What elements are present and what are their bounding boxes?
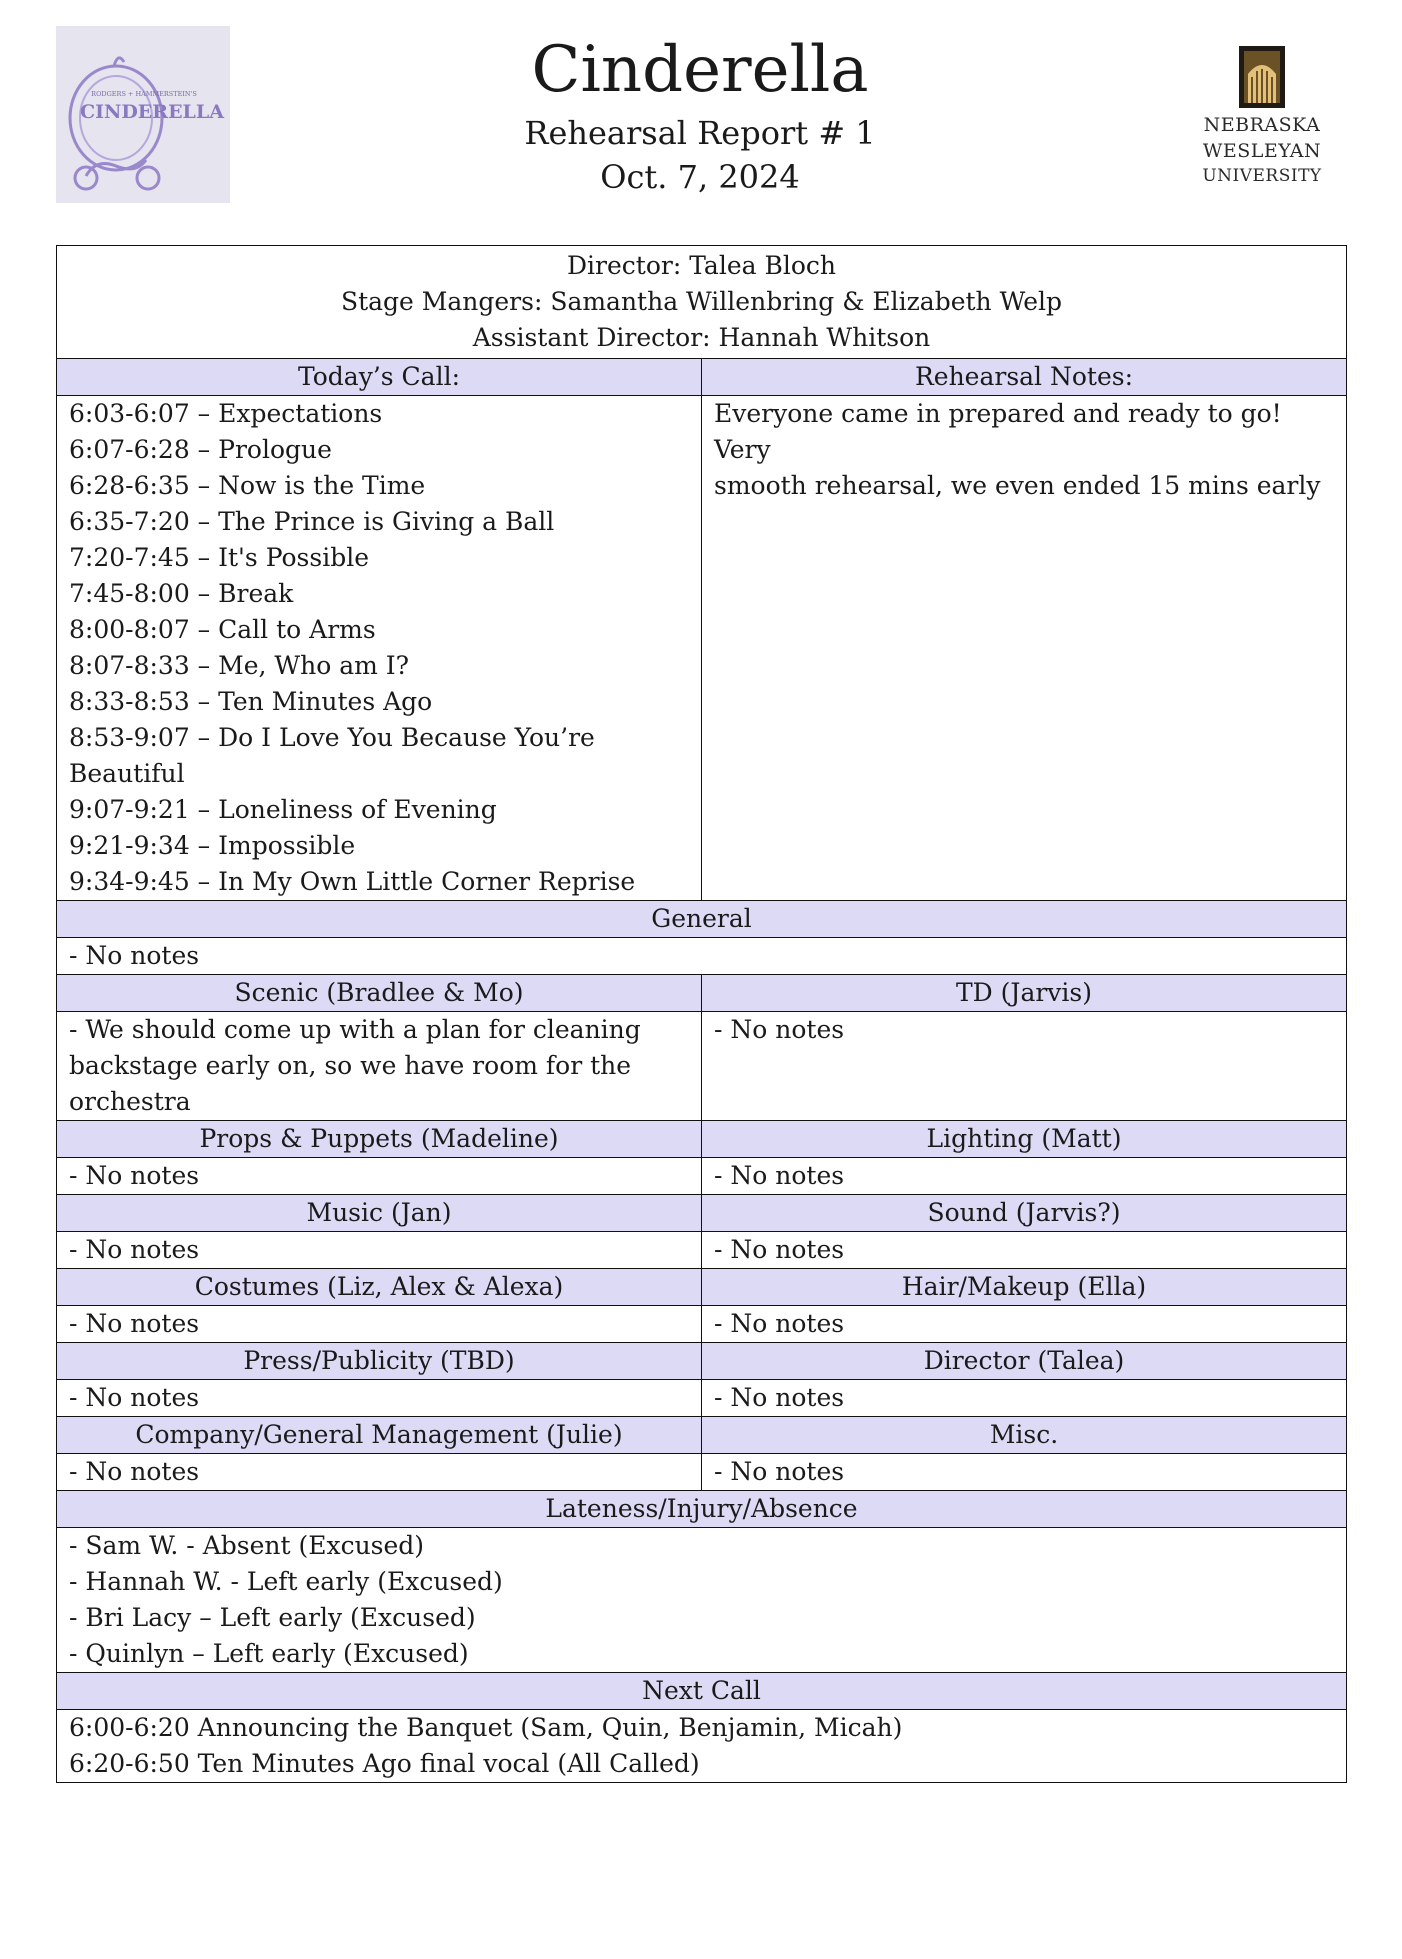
next-call-row bbox=[57, 1710, 1347, 1783]
lateness-list bbox=[57, 1528, 1347, 1673]
lateness-header: Lateness/Injury/Absence bbox=[57, 1491, 1347, 1528]
scenic-header: Scenic (Bradlee & Mo) bbox=[57, 975, 702, 1012]
td-note: - No notes bbox=[702, 1012, 1347, 1121]
dept-header-row bbox=[57, 975, 1347, 1012]
report-date: Oct. 7, 2024 bbox=[600, 158, 800, 196]
next-call-list bbox=[57, 1710, 1347, 1783]
call-item: 7:45-8:00 – Break bbox=[69, 579, 294, 608]
report-table bbox=[56, 245, 1347, 1783]
rehearsal-notes-header: Rehearsal Notes: bbox=[702, 359, 1347, 396]
nebraska-wesleyan-logo bbox=[1178, 22, 1346, 202]
next-call-item: 6:20-6:50 Ten Minutes Ago final vocal (All Called) bbox=[69, 1749, 700, 1778]
dept-row bbox=[57, 1158, 1347, 1195]
director-note: - No notes bbox=[702, 1380, 1347, 1417]
logo-text: CINDERELLA bbox=[79, 101, 225, 123]
dept-row bbox=[57, 1454, 1347, 1491]
td-header: TD (Jarvis) bbox=[702, 975, 1347, 1012]
scenic-note bbox=[57, 1012, 702, 1121]
dept-header-row bbox=[57, 1269, 1347, 1306]
scenic-note-line: orchestra bbox=[69, 1087, 191, 1116]
call-item: 7:20-7:45 – It's Possible bbox=[69, 543, 369, 572]
call-notes-row bbox=[57, 396, 1347, 901]
lateness-item: - Hannah W. - Left early (Excused) bbox=[69, 1567, 503, 1596]
call-item: 8:00-8:07 – Call to Arms bbox=[69, 615, 376, 644]
cinderella-logo bbox=[56, 26, 230, 203]
dept-header-row bbox=[57, 1121, 1347, 1158]
nwu-line2: WESLEYAN bbox=[1202, 140, 1322, 162]
call-item: 6:07-6:28 – Prologue bbox=[69, 435, 332, 464]
music-note: - No notes bbox=[57, 1232, 702, 1269]
general-row bbox=[57, 938, 1347, 975]
rehearsal-note-line: smooth rehearsal, we even ended 15 mins early bbox=[714, 471, 1321, 500]
press-note: - No notes bbox=[57, 1380, 702, 1417]
dept-header-row bbox=[57, 1195, 1347, 1232]
call-item: 6:35-7:20 – The Prince is Giving a Ball bbox=[69, 507, 555, 536]
report-number: Rehearsal Report # 1 bbox=[524, 114, 876, 152]
props-header: Props & Puppets (Madeline) bbox=[57, 1121, 702, 1158]
hair-makeup-note: - No notes bbox=[702, 1306, 1347, 1343]
assistant-director-line: Assistant Director: Hannah Whitson bbox=[472, 323, 931, 352]
dept-row bbox=[57, 1012, 1347, 1121]
company-note: - No notes bbox=[57, 1454, 702, 1491]
sound-header: Sound (Jarvis?) bbox=[702, 1195, 1347, 1232]
scenic-note-line: backstage early on, so we have room for the bbox=[69, 1051, 632, 1080]
press-header: Press/Publicity (TBD) bbox=[57, 1343, 702, 1380]
costumes-header: Costumes (Liz, Alex & Alexa) bbox=[57, 1269, 702, 1306]
director-line: Director: Talea Bloch bbox=[566, 251, 836, 280]
nebraska-wesleyan-tower-logo-icon bbox=[1178, 22, 1346, 122]
next-call-header-row bbox=[57, 1673, 1347, 1710]
hair-makeup-header: Hair/Makeup (Ella) bbox=[702, 1269, 1347, 1306]
call-item: Beautiful bbox=[69, 759, 185, 788]
logo-small-text: RODGERS + HAMMERSTEIN'S bbox=[91, 90, 197, 98]
lateness-item: - Bri Lacy – Left early (Excused) bbox=[69, 1603, 476, 1632]
stage-managers-line: Stage Mangers: Samantha Willenbring & Elizabeth Welp bbox=[340, 287, 1063, 316]
call-item: 8:53-9:07 – Do I Love You Because You’re bbox=[69, 723, 595, 752]
general-header-row bbox=[57, 901, 1347, 938]
call-item: 9:07-9:21 – Loneliness of Evening bbox=[69, 795, 497, 824]
misc-note: - No notes bbox=[702, 1454, 1347, 1491]
music-header: Music (Jan) bbox=[57, 1195, 702, 1232]
next-call-header: Next Call bbox=[57, 1673, 1347, 1710]
dept-header-row bbox=[57, 1417, 1347, 1454]
nwu-line1: NEBRASKA bbox=[1203, 114, 1321, 136]
dept-row bbox=[57, 1232, 1347, 1269]
company-header: Company/General Management (Julie) bbox=[57, 1417, 702, 1454]
lateness-row bbox=[57, 1528, 1347, 1673]
general-note: - No notes bbox=[57, 938, 1347, 975]
costumes-note: - No notes bbox=[57, 1306, 702, 1343]
rehearsal-note-line: Everyone came in prepared and ready to go! Very bbox=[714, 399, 1282, 464]
dept-row bbox=[57, 1306, 1347, 1343]
call-notes-header-row bbox=[57, 359, 1347, 396]
lateness-item: - Quinlyn – Left early (Excused) bbox=[69, 1639, 469, 1668]
lateness-item: - Sam W. - Absent (Excused) bbox=[69, 1531, 425, 1560]
call-item: 8:07-8:33 – Me, Who am I? bbox=[69, 651, 410, 680]
lighting-header: Lighting (Matt) bbox=[702, 1121, 1347, 1158]
call-item: 9:34-9:45 – In My Own Little Corner Reprise bbox=[69, 867, 636, 896]
dept-row bbox=[57, 1380, 1347, 1417]
call-item: 9:21-9:34 – Impossible bbox=[69, 831, 356, 860]
call-item: 8:33-8:53 – Ten Minutes Ago bbox=[69, 687, 433, 716]
staff-row bbox=[57, 246, 1347, 359]
props-note: - No notes bbox=[57, 1158, 702, 1195]
misc-header: Misc. bbox=[702, 1417, 1347, 1454]
call-item: 6:28-6:35 – Now is the Time bbox=[69, 471, 426, 500]
dept-header-row bbox=[57, 1343, 1347, 1380]
sound-note: - No notes bbox=[702, 1232, 1347, 1269]
scenic-note-line: - We should come up with a plan for cleaning bbox=[69, 1015, 641, 1044]
call-item: 6:03-6:07 – Expectations bbox=[69, 399, 383, 428]
next-call-item: 6:00-6:20 Announcing the Banquet (Sam, Quin, Benjamin, Micah) bbox=[69, 1713, 903, 1742]
rehearsal-notes-body bbox=[702, 396, 1347, 901]
todays-call-header: Today’s Call: bbox=[57, 359, 702, 396]
lighting-note: - No notes bbox=[702, 1158, 1347, 1195]
director-header: Director (Talea) bbox=[702, 1343, 1347, 1380]
lateness-header-row bbox=[57, 1491, 1347, 1528]
page-title: Cinderella bbox=[531, 33, 869, 107]
cinderella-carriage-logo-icon bbox=[56, 26, 230, 203]
todays-call-list bbox=[57, 396, 702, 901]
general-header: General bbox=[57, 901, 1347, 938]
nwu-line3: UNIVERSITY bbox=[1202, 166, 1322, 186]
